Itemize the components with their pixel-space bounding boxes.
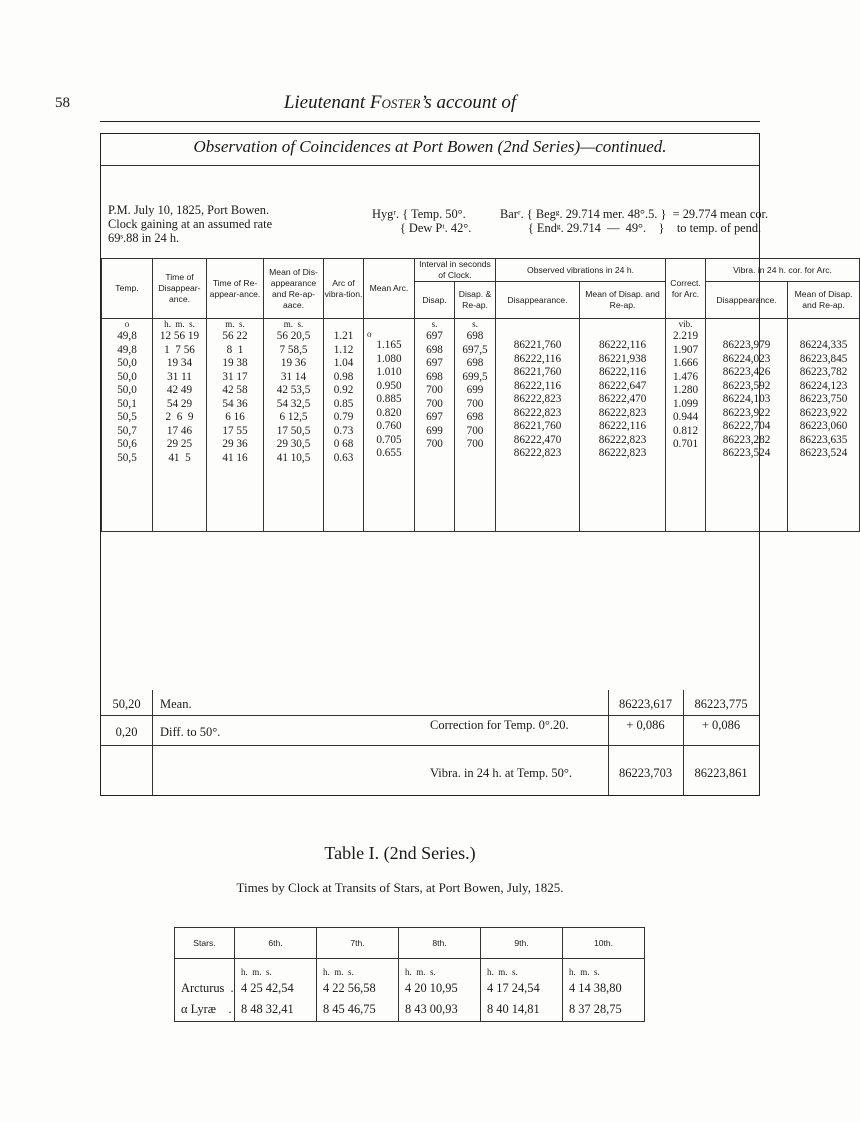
table-cell-value: 86222,704: [722, 420, 771, 432]
header-observed-disappearance: Disappearance.: [496, 282, 580, 319]
table-cell-value: 86222,823: [513, 447, 562, 459]
table-cell-value: 1.12: [333, 343, 354, 356]
stars-names: [175, 959, 235, 1022]
table-cell-value: 699: [426, 424, 443, 437]
table-cell-value: 1.666: [672, 357, 699, 369]
summary-divider: [152, 690, 153, 795]
table-cell-value: 12 56 19: [159, 330, 200, 342]
table-cell-value: 86223,426: [722, 366, 771, 378]
table-cell-value: 86222,823: [598, 447, 647, 459]
conditions-hygrometer: Hygʳ. { Temp. 50°. { Dew Pᵗ. 42°.: [372, 207, 472, 235]
table-cell-value: 41 5: [168, 451, 191, 464]
header-interval-group: Interval in seconds of Clock.: [415, 259, 496, 282]
table-cell-value: 49,8: [117, 330, 137, 342]
table-cell-value: 4 17 24,54: [487, 981, 540, 995]
head-rule: [100, 121, 760, 122]
table-cell-value: 700: [466, 397, 484, 410]
table-cell-value: 8 45 46,75: [323, 1002, 376, 1016]
times-9th: h. m. s. 4 17 24,54 8 40 14,81: [481, 959, 563, 1022]
mean-label: Mean.: [160, 697, 192, 711]
mean-disappearance-value: 86223,617: [618, 697, 673, 711]
table-cell-value: 50,6: [117, 438, 137, 450]
conditions-location: P.M. July 10, 1825, Port Bowen. Clock gaining at an assumed rate 69ˢ.88 in 24 h.: [108, 203, 273, 245]
table-cell-value: 0.944: [672, 411, 699, 423]
col-mean-arc: o 1.165 1.080 1.010 0.950 0.885 0.820 0.760 0.705 0.655: [364, 319, 415, 532]
table-cell-value: 42 53,5: [276, 384, 311, 396]
running-head: Lieutenant Foster’s account of: [283, 92, 517, 113]
header-observed-group: Observed vibrations in 24 h.: [496, 259, 666, 282]
table-cell-value: 86224,023: [722, 352, 771, 365]
vibra-disappearance: 86223,703: [618, 766, 673, 780]
col-temp: o 49,8 49,8 50,0 50,0 50,0 50,1 50,5 50,7 50,6 50,5: [102, 319, 153, 532]
table-cell-value: 7 58,5: [279, 343, 308, 356]
diff-label: Diff. to 50°.: [160, 725, 221, 739]
table-cell-value: 86223,524: [799, 447, 848, 459]
table-cell-value: 698: [426, 343, 443, 356]
title-rule: [101, 165, 759, 166]
col-interval-disap-reap: s. 698 697,5 698 699,5 699 700 698 700 700: [455, 319, 496, 532]
table-cell-value: 697: [426, 330, 443, 342]
table-cell-value: 56 22: [222, 330, 248, 342]
table-cell-value: 29 36: [222, 438, 248, 450]
table-cell-value: 54 29: [166, 397, 193, 410]
col-disappearance-time: h. m. s. 12 56 19 1 7 56 19 34 31 11 42 49 54 29 2 6 9 17 46 29 25 41 5: [153, 319, 207, 532]
table-cell-value: 2 6 9: [165, 411, 194, 423]
header-arc-of-vibration: Arc of vibra-tion.: [324, 259, 364, 319]
table-cell-value: 19 36: [280, 357, 307, 369]
table-cell-value: 0.705: [376, 433, 402, 446]
star-transits-table: [174, 927, 645, 1022]
table-cell-value: α Lyræ .: [181, 1002, 232, 1016]
correction-label: Correction for Temp. 0°.20.: [430, 718, 569, 732]
col-observed-disappearance: [496, 319, 580, 532]
header-temp: Temp.: [102, 259, 153, 319]
col-correct-arc: vib. 2.219 1.907 1.666 1.476 1.280 1.099 0.944 0.812 0.701: [666, 319, 706, 532]
table-cell-value: 86222,116: [598, 366, 647, 378]
table-cell-value: 0.760: [376, 420, 402, 432]
times-6th: h. m. s. 4 25 42,54 8 48 32,41: [235, 959, 317, 1022]
table-cell-value: 697: [426, 411, 443, 423]
table-cell-value: 0.701: [672, 438, 699, 450]
table-cell-value: 0.79: [333, 411, 354, 423]
table-cell-value: 1.165: [376, 339, 402, 351]
table-cell-value: 54 32,5: [276, 397, 311, 410]
table-cell-value: 0 68: [333, 438, 354, 450]
table-cell-value: 86222,647: [598, 379, 647, 392]
table-cell-value: 6 12,5: [279, 411, 308, 423]
table-cell-value: Arcturus .: [181, 981, 234, 995]
table-cell-value: 86223,782: [799, 366, 848, 378]
table-cell-value: 700: [426, 438, 443, 450]
table-cell-value: 17 46: [166, 424, 193, 437]
table-cell-value: 699,5: [462, 370, 488, 383]
table-cell-value: 86222,116: [513, 379, 562, 392]
header-10th: 10th.: [563, 928, 645, 959]
summary-rule: [101, 745, 759, 746]
table-cell-value: 31 11: [167, 370, 192, 383]
table-cell-value: 86222,823: [598, 406, 647, 419]
col-interval-disap: s. 697 698 697 698 700 700 697 699 700: [415, 319, 455, 532]
table-cell-value: 86222,823: [513, 406, 562, 419]
table-cell-value: 699: [466, 384, 484, 396]
summary-rule: [101, 715, 759, 716]
table-cell-value: 86223,979: [722, 339, 771, 351]
table-cell-value: 4 14 38,80: [569, 981, 622, 995]
header-corrected-group: Vibra. in 24 h. cor. for Arc.: [706, 259, 860, 282]
table-cell-value: 86223,635: [799, 433, 848, 446]
table-cell-value: 700: [466, 438, 484, 450]
table-cell-value: 86222,470: [513, 433, 562, 446]
table-cell-value: 0.63: [333, 451, 354, 464]
page-number: 58: [55, 95, 70, 111]
table-cell-value: 0.73: [333, 424, 354, 437]
table-cell-value: 1.280: [672, 384, 699, 396]
table-cell-value: 86224,103: [722, 393, 771, 405]
table-cell-value: 86223,922: [799, 406, 848, 419]
table-cell-value: 1 7 56: [164, 343, 195, 356]
table-cell-value: 86223,592: [722, 379, 771, 392]
table-cell-value: 31 14: [280, 370, 307, 383]
table-cell-value: 700: [466, 424, 484, 437]
table-cell-value: 698: [466, 357, 484, 369]
header-interval-disap-reap: Disap. & Re-ap.: [455, 282, 496, 319]
table-cell-value: 86223,845: [799, 352, 848, 365]
table-cell-value: 0.655: [376, 447, 402, 459]
table-cell-value: 0.812: [672, 424, 699, 437]
table-cell-value: 1.080: [376, 352, 402, 365]
table-cell-value: 8 48 32,41: [241, 1002, 294, 1016]
header-interval-disap: Disap.: [415, 282, 455, 319]
correction-disappearance: + 0,086: [626, 718, 665, 732]
table-cell-value: 50,5: [117, 411, 137, 423]
header-mean-disappearance: Mean of Dis-appearance and Re-ap-aace.: [264, 259, 324, 319]
table-cell-value: 86222,470: [598, 393, 647, 405]
table-cell-value: 8 43 00,93: [405, 1002, 458, 1016]
col-mean-disappearance: m. s. 56 20,5 7 58,5 19 36 31 14 42 53,5 54 32,5 6 12,5 17 50,5 29 30,5 41 10,5: [264, 319, 324, 532]
table-cell-value: 86223,060: [799, 420, 848, 432]
header-corrected-mean: Mean of Disap. and Re-ap.: [788, 282, 860, 319]
table-cell-value: 50,0: [117, 370, 137, 383]
col-observed-mean: [580, 319, 666, 532]
table-cell-value: 29 30,5: [276, 438, 311, 450]
col-corrected-disappearance: [706, 319, 788, 532]
table-cell-value: 698: [466, 411, 484, 423]
table-cell-value: 19 38: [222, 357, 248, 369]
table-cell-value: 86222,116: [598, 339, 647, 351]
table-cell-value: 86222,823: [598, 433, 647, 446]
table1-caption: Times by Clock at Transits of Stars, at Port Bowen, July, 1825.: [236, 880, 564, 895]
table-cell-value: 1.476: [672, 370, 699, 383]
header-corrected-disappearance: Disappearance.: [706, 282, 788, 319]
table-cell-value: 41 10,5: [276, 451, 311, 464]
table-cell-value: 8 1: [226, 343, 244, 356]
mean-temp: 50,20: [112, 697, 141, 711]
table-cell-value: 29 25: [166, 438, 193, 450]
table-cell-value: 19 34: [166, 357, 193, 369]
header-disappearance-time: Time of Disappear-ance.: [153, 259, 207, 319]
header-correct-arc: Correct. for Arc.: [666, 259, 706, 319]
coincidence-table: [101, 258, 860, 532]
table-cell-value: 698: [466, 330, 484, 342]
table-cell-value: 86224,335: [799, 339, 848, 351]
table-cell-value: 49,8: [117, 343, 137, 356]
table-cell-value: 42 49: [166, 384, 193, 396]
table-cell-value: 17 55: [222, 424, 248, 437]
table-cell-value: 86221,938: [598, 352, 647, 365]
header-7th: 7th.: [317, 928, 399, 959]
table-cell-value: 50,0: [117, 384, 137, 396]
table-cell-value: 86222,116: [598, 420, 647, 432]
table-cell-value: 2.219: [672, 330, 699, 342]
times-10th: h. m. s. 4 14 38,80 8 37 28,75: [563, 959, 645, 1022]
table-cell-value: 1.21: [333, 330, 354, 342]
table-cell-value: 56 20,5: [276, 330, 311, 342]
table-cell-value: 700: [426, 397, 443, 410]
table-cell-value: 700: [426, 384, 443, 396]
col-reappearance-time: m. s. 56 22 8 1 19 38 31 17 42 58 54 36 6 16 17 55 29 36 41 16: [207, 319, 264, 532]
observation-title: Observation of Coincidences at Port Bowen (2nd Series)—continued.: [193, 137, 667, 156]
table-cell-value: 698: [426, 370, 443, 383]
table-cell-value: 17 50,5: [276, 424, 311, 437]
table-cell-value: 86223,922: [722, 406, 771, 419]
table-cell-value: 0.950: [376, 379, 402, 392]
table-cell-value: 86221,760: [513, 339, 562, 351]
col-arc-of-vibration: [324, 319, 364, 532]
table-cell-value: 0.820: [376, 406, 402, 419]
table-cell-value: 50,0: [117, 357, 137, 369]
table-cell-value: 4 20 10,95: [405, 981, 458, 995]
table-cell-value: 1.04: [333, 357, 354, 369]
table-cell-value: 8 40 14,81: [487, 1002, 540, 1016]
table-cell-value: 4 25 42,54: [241, 981, 294, 995]
table-cell-value: 697: [426, 357, 443, 369]
times-7th: h. m. s. 4 22 56,58 8 45 46,75: [317, 959, 399, 1022]
header-mean-arc: Mean Arc.: [364, 259, 415, 319]
header-8th: 8th.: [399, 928, 481, 959]
table-cell-value: 86222,823: [513, 393, 562, 405]
table-cell-value: 41 16: [222, 451, 248, 464]
diff-temp: 0,20: [115, 725, 138, 739]
table-cell-value: 42 58: [222, 384, 248, 396]
table-cell-value: 86223,750: [799, 393, 848, 405]
times-8th: h. m. s. 4 20 10,95 8 43 00,93: [399, 959, 481, 1022]
header-9th: 9th.: [481, 928, 563, 959]
correction-mean: + 0,086: [701, 718, 741, 732]
table-cell-value: 8 37 28,75: [569, 1002, 622, 1016]
table-cell-value: 86223,524: [722, 447, 771, 459]
table-cell-value: 0.885: [376, 393, 402, 405]
table-cell-value: 50,1: [117, 397, 137, 410]
vibra-mean: 86223,861: [694, 766, 748, 780]
table-cell-value: 0.98: [333, 370, 354, 383]
table-cell-value: 4 22 56,58: [323, 981, 376, 995]
header-6th: 6th.: [235, 928, 317, 959]
table-cell-value: 86221,760: [513, 366, 562, 378]
table-cell-value: 86221,760: [513, 420, 562, 432]
table-cell-value: 0.92: [333, 384, 354, 396]
header-stars: Stars.: [175, 928, 235, 959]
col-corrected-mean: [788, 319, 860, 532]
table-cell-value: 31 17: [222, 370, 248, 383]
table-cell-value: 1.010: [376, 366, 402, 378]
header-reappearance-time: Time of Re-appear-ance.: [207, 259, 264, 319]
table-cell-value: 86224,123: [799, 379, 848, 392]
table-cell-value: 697,5: [462, 343, 488, 356]
vibra-label: Vibra. in 24 h. at Temp. 50°.: [430, 766, 573, 780]
table-cell-value: 1.907: [672, 343, 699, 356]
table-cell-value: 1.099: [672, 397, 699, 410]
header-observed-mean: Mean of Disap. and Re-ap.: [580, 282, 666, 319]
table-cell-value: 0.85: [333, 397, 354, 410]
table-cell-value: 54 36: [222, 397, 248, 410]
table1-title: Table I. (2nd Series.): [324, 843, 476, 863]
table-cell-value: 86223,282: [722, 433, 771, 446]
table-cell-value: 50,7: [117, 424, 137, 437]
table-cell-value: 86222,116: [513, 352, 562, 365]
conditions-barometer: Barʳ. { Begᵍ. 29.714 mer. 48°.5. } = 29.774 mean cor. { Endᵍ. 29.714 — 49°. } to temp. of pend.: [500, 207, 769, 235]
table-cell-value: 6 16: [225, 411, 245, 423]
table-cell-value: 50,5: [117, 451, 137, 464]
mean-mean-value: 86223,775: [694, 697, 748, 711]
